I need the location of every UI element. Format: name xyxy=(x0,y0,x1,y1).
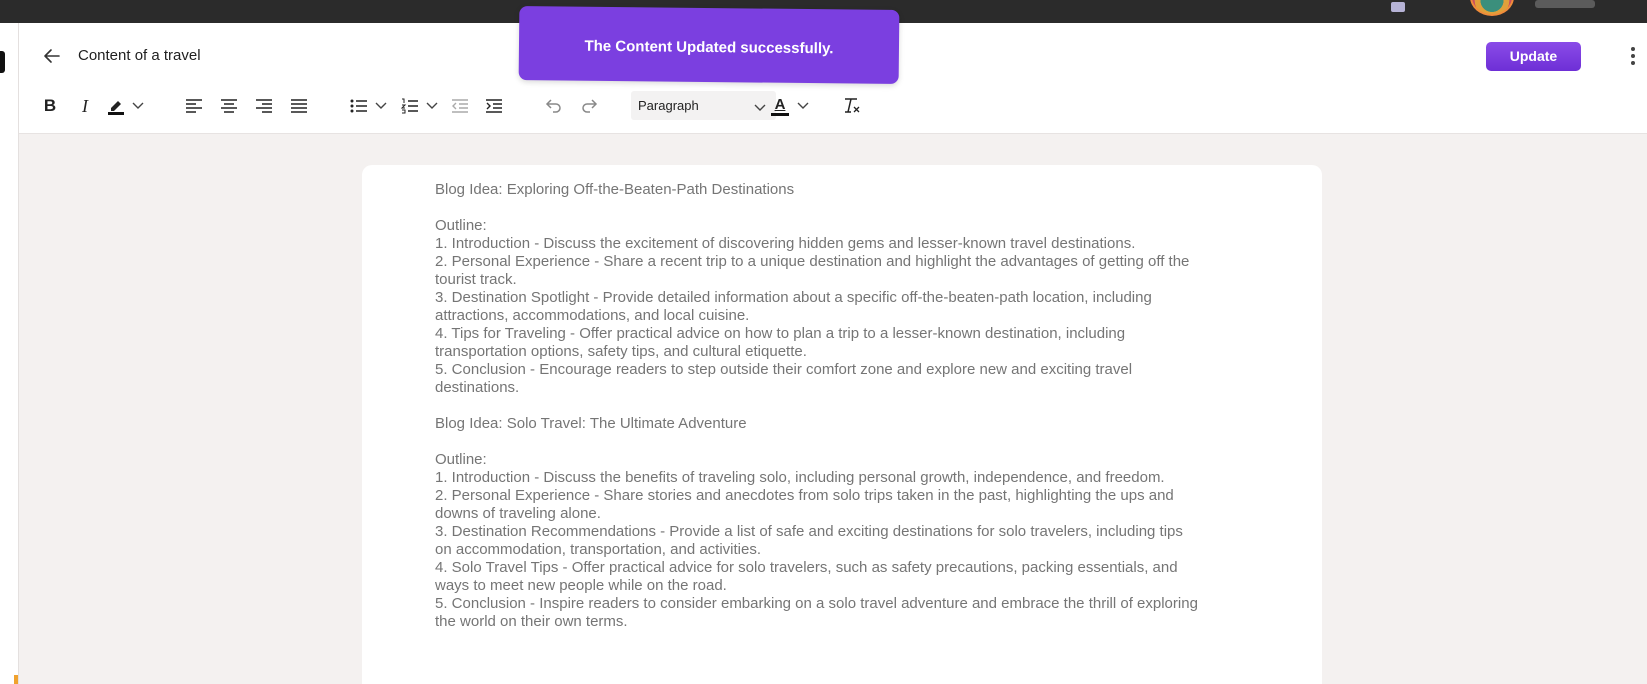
document-line[interactable]: Outline: xyxy=(435,451,487,468)
italic-icon[interactable]: I xyxy=(82,95,88,116)
document-blank-line[interactable] xyxy=(435,199,1255,217)
document-page[interactable] xyxy=(362,165,1322,684)
font-color-chevron-icon[interactable] xyxy=(796,94,810,118)
undo-icon[interactable] xyxy=(542,94,564,118)
back-arrow-icon[interactable] xyxy=(41,45,63,67)
align-justify-icon[interactable] xyxy=(288,94,310,118)
editor-toolbar xyxy=(19,90,1019,122)
document-line[interactable]: ways to meet new people while on the road. xyxy=(435,577,727,594)
bulleted-list-icon[interactable] xyxy=(348,94,370,118)
document-line[interactable]: attractions, accommodations, and local cuisine. xyxy=(435,307,750,324)
chevron-down-icon xyxy=(754,99,766,117)
document-line[interactable]: Blog Idea: Solo Travel: The Ultimate Adventure xyxy=(435,415,747,432)
document-line[interactable]: 1. Introduction - Discuss the benefits of traveling solo, including personal growth, independence, and freedom. xyxy=(435,469,1165,486)
document-line[interactable]: Blog Idea: Exploring Off-the-Beaten-Path Destinations xyxy=(435,181,795,198)
document-line[interactable]: on accommodation, transportation, and activities. xyxy=(435,541,762,558)
outdent-icon[interactable] xyxy=(449,94,471,118)
success-toast: The Content Updated successfully. xyxy=(519,6,900,84)
clear-formatting-icon[interactable] xyxy=(841,94,863,118)
document-line[interactable]: 2. Personal Experience - Share a recent trip to a unique destination and highlight the advantages of getting off the xyxy=(435,253,1190,270)
update-button[interactable]: Update xyxy=(1486,42,1581,71)
font-color-icon[interactable] xyxy=(769,94,791,118)
sidebar-bottom-marker xyxy=(14,675,18,684)
document-blank-line[interactable] xyxy=(435,397,1255,415)
document-line[interactable]: 2. Personal Experience - Share stories and anecdotes from solo trips taken in the past, highlighting the ups and xyxy=(435,487,1174,504)
document-line[interactable]: 3. Destination Spotlight - Provide detailed information about a specific off-the-beaten-path location, including xyxy=(435,289,1152,306)
font-color-letter: A xyxy=(774,95,786,113)
avatar[interactable] xyxy=(1470,0,1514,16)
redo-icon[interactable] xyxy=(579,94,601,118)
document-line[interactable]: 5. Conclusion - Inspire readers to consider embarking on a solo travel adventure and embrace the thrill of exploring xyxy=(435,595,1198,612)
block-format-select[interactable] xyxy=(631,91,776,120)
left-sidebar xyxy=(0,23,19,684)
indent-icon[interactable] xyxy=(483,94,505,118)
document-blank-line[interactable] xyxy=(435,433,1255,451)
document-line[interactable]: 4. Solo Travel Tips - Offer practical advice for solo travelers, such as safety precautions, packing essentials, and xyxy=(435,559,1178,576)
document-line[interactable]: transportation options, safety tips, and cultural etiquette. xyxy=(435,343,807,360)
language-flag-icon[interactable] xyxy=(1391,2,1405,12)
document-line[interactable]: the world on their own terms. xyxy=(435,613,628,630)
document-line[interactable]: downs of traveling alone. xyxy=(435,505,601,522)
document-line[interactable]: destinations. xyxy=(435,379,520,396)
page-title: Content of a travel xyxy=(78,47,201,64)
user-name-placeholder[interactable] xyxy=(1535,0,1595,8)
numbered-list-icon[interactable] xyxy=(399,94,421,118)
document-body[interactable] xyxy=(435,181,1255,631)
document-line[interactable]: 5. Conclusion - Encourage readers to step outside their comfort zone and explore new and exciting travel xyxy=(435,361,1133,378)
highlight-dropdown-chevron-icon[interactable] xyxy=(131,94,145,118)
align-right-icon[interactable] xyxy=(253,94,275,118)
align-center-icon[interactable] xyxy=(218,94,240,118)
align-left-icon[interactable] xyxy=(183,94,205,118)
highlight-icon[interactable] xyxy=(105,94,127,118)
document-line[interactable]: Outline: xyxy=(435,217,487,234)
document-line[interactable]: tourist track. xyxy=(435,271,517,288)
bulleted-list-chevron-icon[interactable] xyxy=(374,94,388,118)
more-options-icon[interactable] xyxy=(1630,47,1636,67)
block-format-value: Paragraph xyxy=(638,98,699,113)
numbered-list-chevron-icon[interactable] xyxy=(425,94,439,118)
document-line[interactable]: 4. Tips for Traveling - Offer practical advice on how to plan a trip to a lesser-known destination, including xyxy=(435,325,1126,342)
document-line[interactable]: 3. Destination Recommendations - Provide a list of safe and exciting destinations for solo travelers, including tips xyxy=(435,523,1183,540)
sidebar-active-indicator[interactable] xyxy=(0,51,5,73)
bold-icon[interactable]: B xyxy=(43,96,57,115)
document-line[interactable]: 1. Introduction - Discuss the excitement of discovering hidden gems and lesser-known travel destinations. xyxy=(435,235,1136,252)
